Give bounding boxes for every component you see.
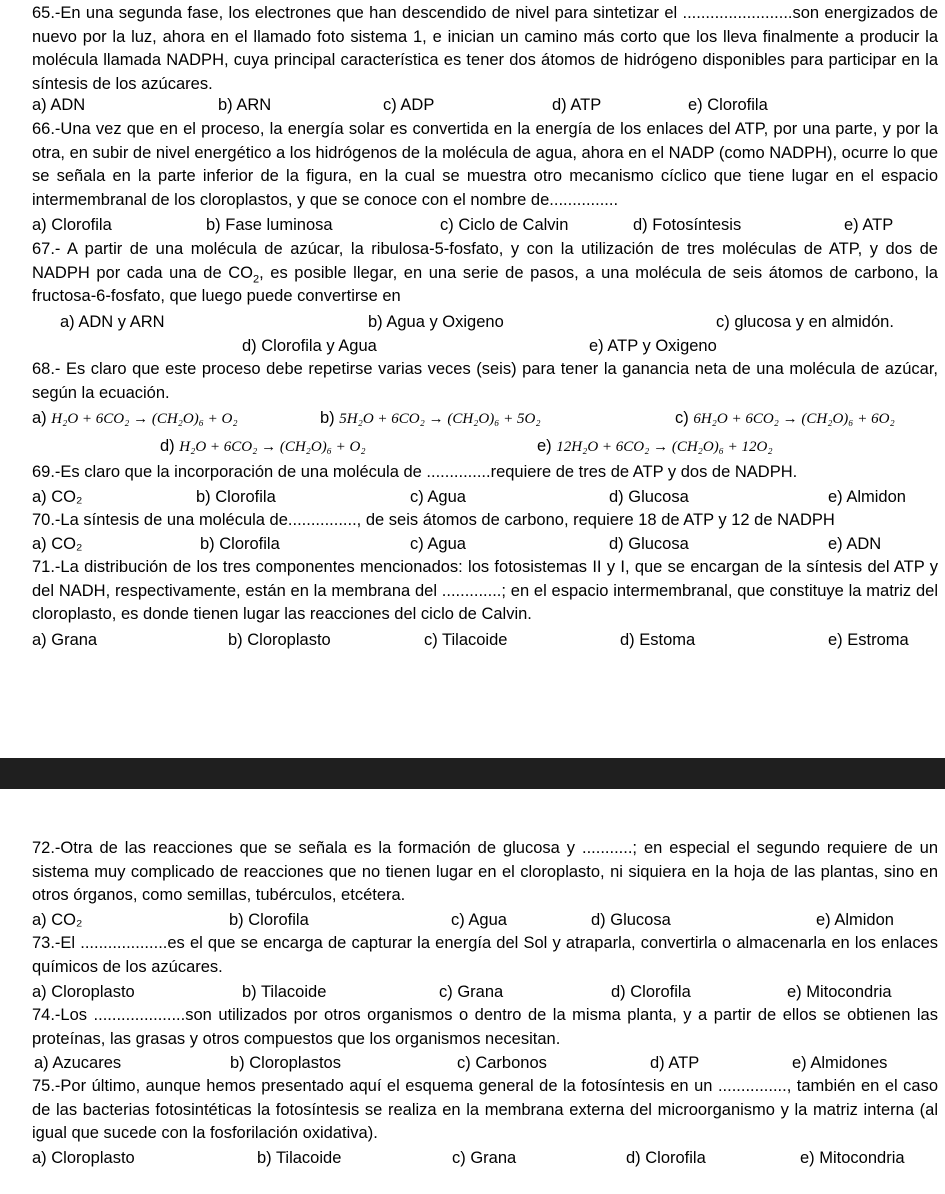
option-c: c) Tilacoide <box>424 631 508 649</box>
option-c: c) glucosa y en almidón. <box>716 313 894 331</box>
question-66-text: 66.-Una vez que en el proceso, la energía solar es convertida en la energía de los enlaces del ATP, por una parte, y por la otra, en subir de nivel energético a los hidrógenos de la molécula de agua, ahora en el NADP (como NADPH), ocurre lo que se señala en la parte inferior de la figura, en la cual se muestra otro mecanismo cíclico que tiene lugar en el espacio intermembranal de los cloroplastos, y que se conoce con el nombre de............... <box>32 120 938 209</box>
option-a: a) Cloroplasto <box>32 983 135 1001</box>
option-c: c) Agua <box>451 911 507 929</box>
question-68-options-row2 <box>32 434 938 458</box>
option-e: e) Almidon <box>828 488 906 506</box>
option-b: b) Cloroplastos <box>230 1054 341 1072</box>
option-c: c) Agua <box>410 535 466 553</box>
question-67-text-pre: 67.- A partir de una molécula de azúcar, la ribulosa-5-fosfato, y con la utilización de tres moléculas de ATP, y dos de NADPH por cada una de CO <box>32 240 938 282</box>
option-label: c) <box>675 409 689 427</box>
option-a: a) ADN <box>32 96 86 114</box>
question-67-text <box>32 238 938 309</box>
question-66-options <box>32 213 938 237</box>
option-d: d) ATP <box>650 1054 700 1072</box>
question-70-options <box>32 532 938 556</box>
option-e: e) Almidones <box>792 1054 888 1072</box>
page-separator-band <box>0 758 945 789</box>
option-b <box>320 406 541 431</box>
option-b: b) Cloroplasto <box>228 631 331 649</box>
question-68-options-row1 <box>32 406 938 430</box>
option-e: e) Clorofila <box>688 96 768 114</box>
option-b: b) Clorofila <box>200 535 280 553</box>
option-a: a) Grana <box>32 631 98 649</box>
option-label: a) <box>32 409 47 427</box>
option-a: a) Cloroplasto <box>32 1149 135 1167</box>
option-e: e) Mitocondria <box>787 983 892 1001</box>
option-label: b) <box>320 409 335 427</box>
option-e: e) Estroma <box>828 631 909 649</box>
option-d: d) Fotosíntesis <box>633 216 742 234</box>
question-74-text: 74.-Los ....................son utilizados por otros organismos o dentro de la misma planta, y a partir de ellos se obtienen las proteínas, las grasas y otros compuestos que los organismos necesitan. <box>32 1006 938 1048</box>
question-72-text: 72.-Otra de las reacciones que se señala es la formación de glucosa y ...........; en especial el segundo requiere de un sistema muy complicado de reacciones que no tienen lugar en el cloroplasto, ni siquiera en la hoja de las plantas, sino en otros órganos, como semillas, tubérculos, etcétera. <box>32 839 938 904</box>
option-b: b) Tilacoide <box>257 1149 342 1167</box>
option-c: c) Grana <box>452 1149 517 1167</box>
question-70-text: 70.-La síntesis de una molécula de..............., de seis átomos de carbono, requiere 18 de ATP y 12 de NADPH <box>32 511 835 529</box>
question-67-text-post: , es posible llegar, en una serie de pasos, a una molécula de seis átomos de carbono, la fructosa-6-fosfato, que luego puede convertirse en <box>32 263 938 305</box>
option-e <box>537 434 773 459</box>
option-b: b) Agua y Oxigeno <box>368 313 504 331</box>
question-69-text: 69.-Es claro que la incorporación de una molécula de ..............requiere de tres de ATP y dos de NADPH. <box>32 463 798 481</box>
option-b: b) ARN <box>218 96 272 114</box>
option-b: b) Fase luminosa <box>206 216 333 234</box>
option-d: d) Glucosa <box>609 488 689 506</box>
option-e: e) ATP <box>844 216 894 234</box>
option-a: a) Azucares <box>34 1054 122 1072</box>
option-a: a) Clorofila <box>32 216 112 234</box>
option-d: d) ATP <box>552 96 602 114</box>
equation: H₂O + 6CO₂ → (CH₂O)₆ + O₂ <box>51 411 238 427</box>
option-a: a) CO₂ <box>32 911 83 929</box>
equation: 12H₂O + 6CO₂ → (CH₂O)₆ + 12O₂ <box>556 439 773 455</box>
question-68-text: 68.- Es claro que este proceso debe repetirse varias veces (seis) para tener la ganancia neta de una molécula de azúcar, según la ecuación. <box>32 360 938 402</box>
option-c: c) Agua <box>410 488 466 506</box>
option-d: d) Clorofila <box>611 983 691 1001</box>
question-67-text-sub: 2 <box>252 272 260 285</box>
option-c: c) Ciclo de Calvin <box>440 216 569 234</box>
option-b: b) Clorofila <box>196 488 276 506</box>
equation: 5H₂O + 6CO₂ → (CH₂O)₆ + 5O₂ <box>339 411 541 427</box>
option-d: d) Glucosa <box>591 911 671 929</box>
option-c: c) Grana <box>439 983 504 1001</box>
question-75-text: 75.-Por último, aunque hemos presentado aquí el esquema general de la fotosíntesis en un ..............., también en el caso de las bacterias fotosintéticas la fotosíntesis se realiza en la membrana externa del microorganismo y la matriz interna (al igual que sucede con la fosforilación oxidativa). <box>32 1077 938 1142</box>
option-d: d) Clorofila y Agua <box>242 337 377 355</box>
option-e: e) Almidon <box>816 911 894 929</box>
option-e: e) ATP y Oxigeno <box>589 337 717 355</box>
question-71-options <box>32 628 938 652</box>
option-e: e) Mitocondria <box>800 1149 905 1167</box>
equation: H₂O + 6CO₂ → (CH₂O)₆ + O₂ <box>179 439 366 455</box>
question-73-options <box>32 980 938 1004</box>
question-65-options <box>32 93 938 117</box>
question-74-options <box>32 1051 938 1075</box>
question-75-options <box>32 1146 938 1170</box>
question-73-text: 73.-El ...................es el que se encarga de capturar la energía del Sol y atraparla, convertirla o almacenarla en los enlaces químicos de los azúcares. <box>32 934 938 976</box>
question-69-options <box>32 485 938 509</box>
option-a <box>32 406 238 431</box>
question-71-text: 71.-La distribución de los tres componentes mencionados: los fotosistemas II y I, que se encargan de la síntesis del ATP y del NADH, respectivamente, están en la membrana del .............; en el espacio intermembranal, que constituye la matriz del cloroplasto, es donde tienen lugar las reacciones del ciclo de Calvin. <box>32 558 938 623</box>
question-72-options <box>32 908 938 932</box>
question-67-options-row1 <box>32 310 938 334</box>
option-a: a) ADN y ARN <box>60 313 165 331</box>
question-67-options-row2 <box>32 334 938 358</box>
question-65-text: 65.-En una segunda fase, los electrones que han descendido de nivel para sintetizar el ........................son energizados de nuevo por la luz, ahora en el llamado foto sistema 1, e inician un camino más corto que los lleva finalmente a producir la molécula llamada NADPH, cuya principal característica es tener dos átomos de hidrógeno disponibles para participar en la síntesis de los azúcares. <box>32 4 938 93</box>
option-c: c) Carbonos <box>457 1054 547 1072</box>
option-c <box>675 406 895 431</box>
option-b: b) Tilacoide <box>242 983 327 1001</box>
option-c: c) ADP <box>383 96 435 114</box>
option-label: e) <box>537 437 552 455</box>
option-e: e) ADN <box>828 535 882 553</box>
option-b: b) Clorofila <box>229 911 309 929</box>
equation: 6H₂O + 6CO₂ → (CH₂O)₆ + 6O₂ <box>693 411 895 427</box>
option-d: d) Clorofila <box>626 1149 706 1167</box>
option-a: a) CO₂ <box>32 535 83 553</box>
option-a: a) CO₂ <box>32 488 83 506</box>
option-label: d) <box>160 437 175 455</box>
option-d <box>160 434 366 459</box>
option-d: d) Estoma <box>620 631 696 649</box>
option-d: d) Glucosa <box>609 535 689 553</box>
